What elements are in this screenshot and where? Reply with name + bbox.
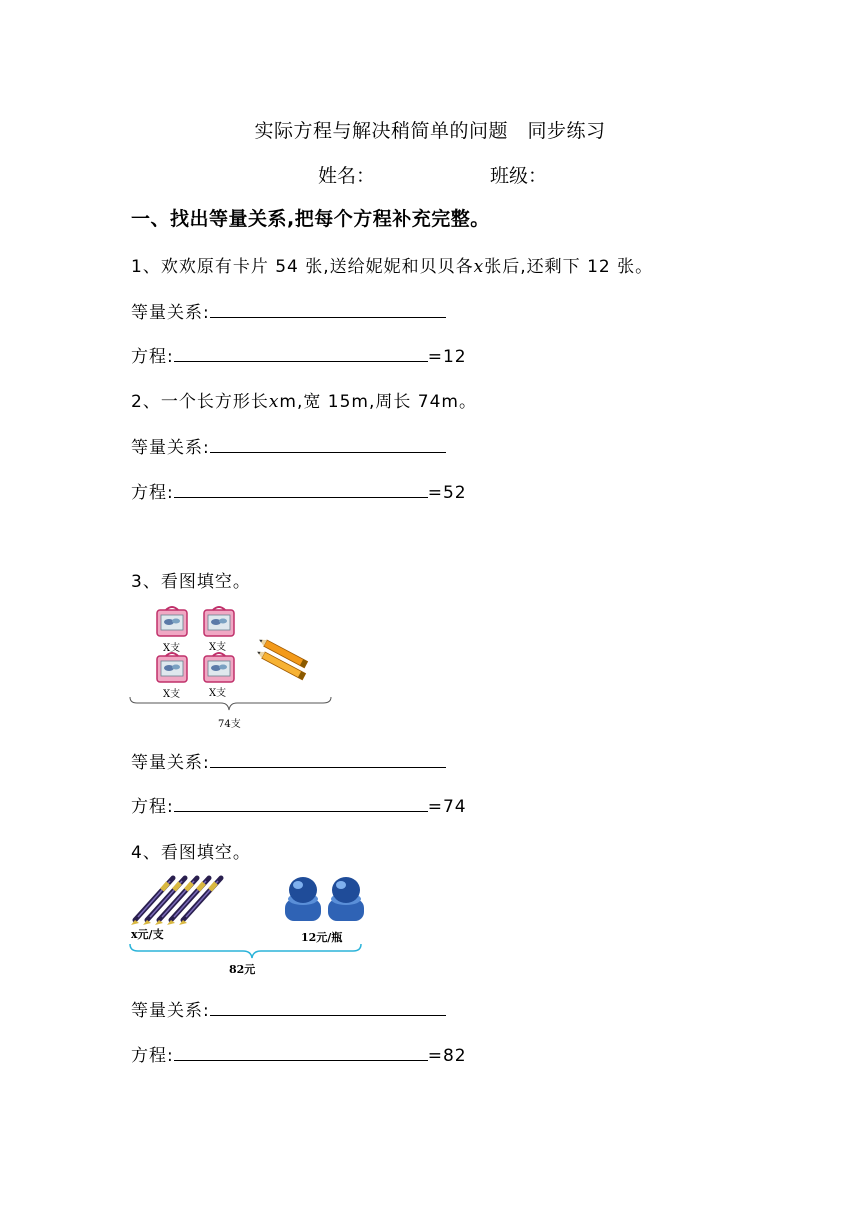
pen-price-label: x元/支 (131, 928, 164, 941)
total-label: 74支 (218, 719, 241, 730)
equation-rhs: =74 (427, 797, 467, 817)
problem-1-variable: x (473, 257, 485, 277)
equation-blank[interactable] (174, 793, 428, 812)
total-label: 82元 (229, 963, 256, 976)
relation-blank[interactable] (210, 749, 446, 768)
name-label: 姓名： (318, 165, 376, 187)
problem-2-relation (131, 433, 446, 458)
problem-2-equation (131, 478, 467, 503)
problem-1-statement (131, 252, 653, 277)
equation-rhs: =12 (427, 347, 467, 367)
ink-price-label: 12元/瓶 (301, 931, 343, 944)
equation-rhs: =52 (427, 483, 467, 503)
relation-blank[interactable] (210, 997, 446, 1016)
equation-blank[interactable] (174, 479, 428, 498)
total-brace (130, 697, 331, 710)
pencil-box-icon (157, 653, 187, 682)
problem-3-equation (131, 792, 467, 817)
equation-blank[interactable] (174, 343, 428, 362)
problem-4-statement: 4、看图填空。 (131, 843, 251, 863)
problem-1-equation (131, 342, 467, 367)
box-label: X支 (209, 688, 227, 699)
relation-label: 等量关系: (131, 1001, 210, 1021)
equation-rhs: =82 (427, 1046, 467, 1066)
equation-label: 方程: (131, 347, 174, 367)
box-label: X支 (163, 689, 181, 700)
problem-1-text-post: 张后,还剩下 12 张。 (484, 257, 654, 277)
problem-2-text-pre: 2、一个长方形长 (131, 392, 269, 412)
relation-blank[interactable] (210, 434, 446, 453)
total-brace (130, 944, 361, 958)
problem-3-statement: 3、看图填空。 (131, 572, 251, 592)
equation-label: 方程: (131, 797, 174, 817)
problem-2-statement (131, 387, 477, 412)
page-title: 实际方程与解决稍简单的问题 同步练习 (254, 120, 606, 142)
ink-bottle-icon (328, 877, 364, 921)
problem-1-text-pre: 1、欢欢原有卡片 54 张,送给妮妮和贝贝各 (131, 257, 474, 277)
ink-bottle-icon (285, 877, 321, 921)
pencil-box-icon (157, 607, 187, 636)
pencil-box-icon (204, 607, 234, 636)
equation-blank[interactable] (174, 1042, 428, 1061)
relation-blank[interactable] (210, 299, 446, 318)
problem-4-relation (131, 996, 446, 1021)
problem-2-text-post: m,宽 15m,周长 74m。 (279, 392, 477, 412)
equation-label: 方程: (131, 483, 174, 503)
problem-4-figure (125, 870, 370, 980)
relation-label: 等量关系: (131, 303, 210, 323)
relation-label: 等量关系: (131, 753, 210, 773)
section-heading: 一、找出等量关系,把每个方程补充完整。 (131, 208, 490, 230)
box-label: X支 (163, 643, 181, 654)
problem-3-relation (131, 748, 446, 773)
box-label: X支 (209, 642, 227, 653)
equation-label: 方程: (131, 1046, 174, 1066)
class-label: 班级： (490, 165, 548, 187)
pencils-icon (256, 637, 308, 680)
pencil-box-icon (204, 653, 234, 682)
problem-4-equation (131, 1041, 467, 1066)
problem-2-variable: x (268, 392, 280, 412)
problem-3-figure (125, 604, 340, 732)
relation-label: 等量关系: (131, 438, 210, 458)
problem-1-relation (131, 298, 446, 323)
